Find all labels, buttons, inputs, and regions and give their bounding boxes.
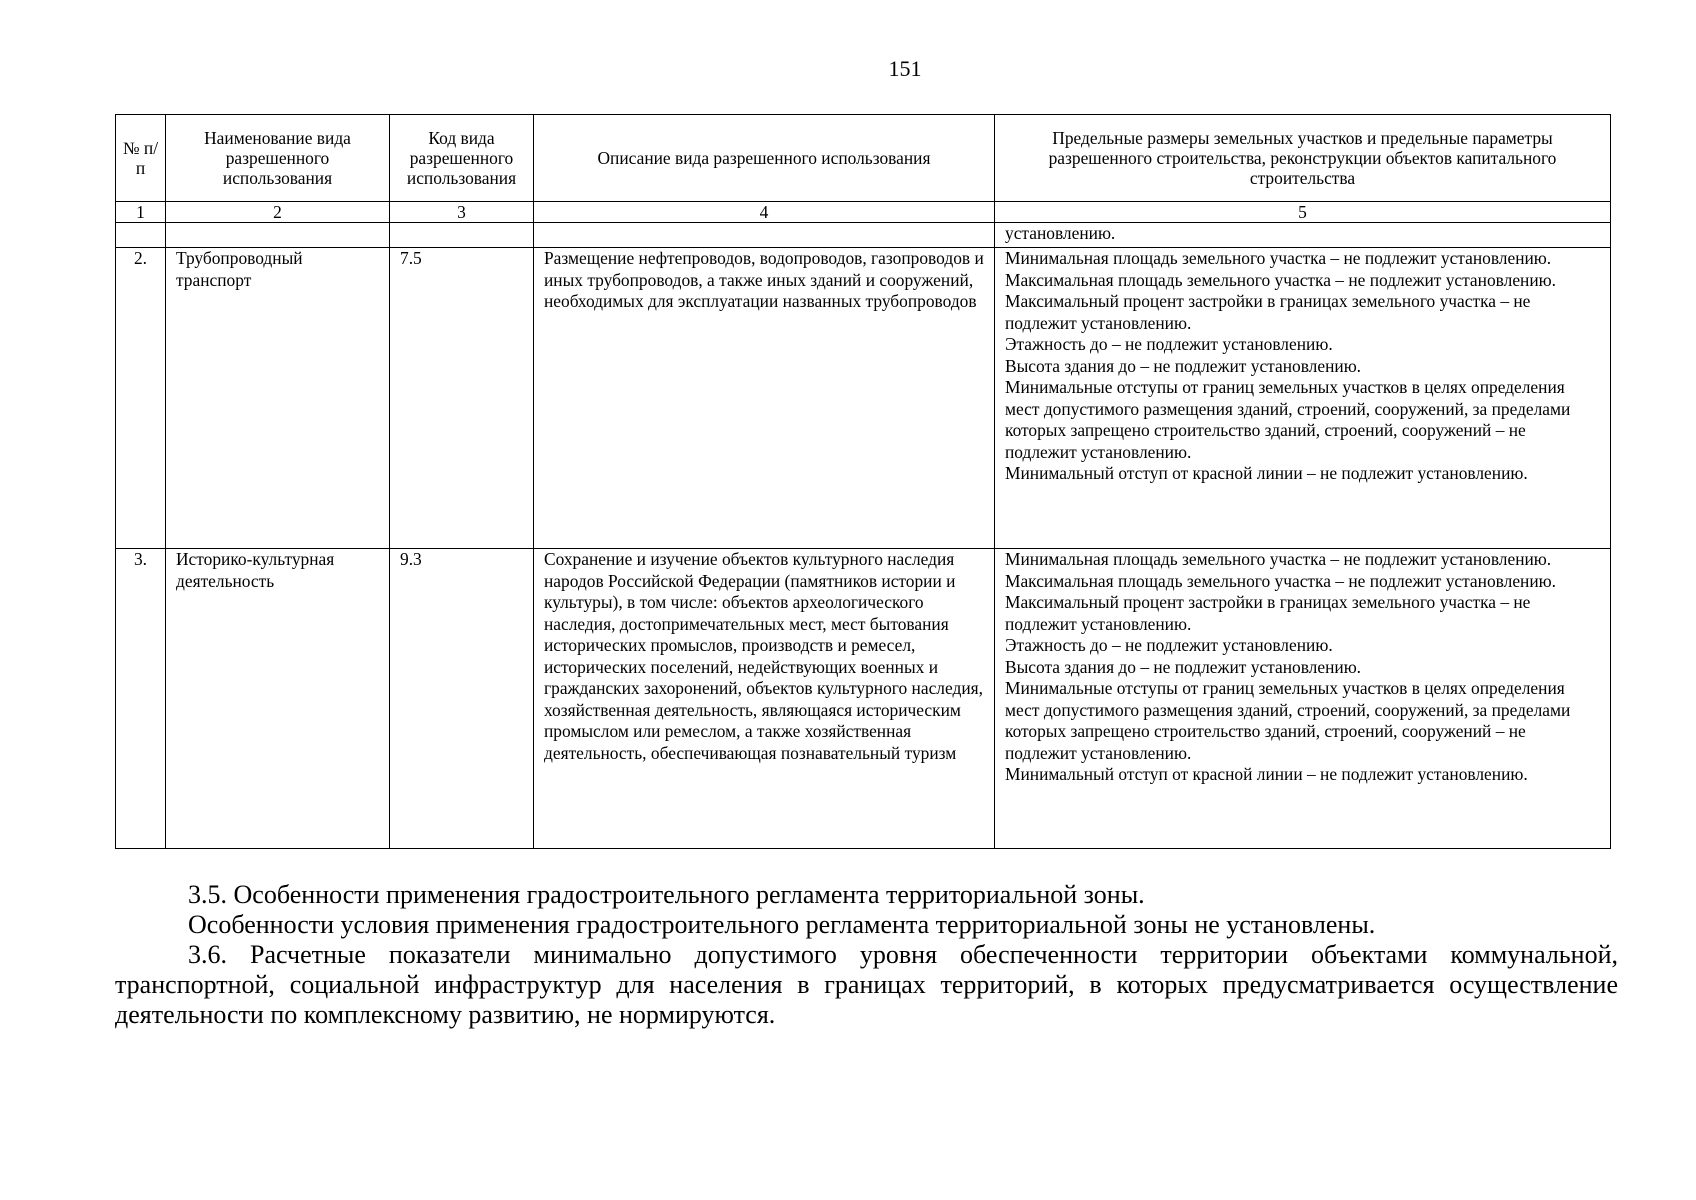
column-number-row	[116, 202, 1611, 223]
use-name: Трубопроводный транспорт	[166, 248, 390, 549]
parameter-line: Этажность до – не подлежит установлению.	[1005, 635, 1333, 655]
row-number: 3.	[116, 549, 166, 849]
use-description: Сохранение и изучение объектов культурного наследия народов Российской Федерации (памятников истории и культуры), в том числе: объектов археологического наследия, достопримечательных мест, мест бытования исторических промыслов, производств и ремесел, исторических поселений, недействующих военных и гражданских захоронений, объектов культурного наследия, хозяйственная деятельность, являющаяся историческим промыслом или ремеслом, а также хозяйственная деятельность, обеспечивающая познавательный туризм	[534, 549, 995, 849]
parameter-line: Минимальный отступ от красной линии – не подлежит установлению.	[1005, 463, 1528, 483]
parameter-line: Максимальная площадь земельного участка – не подлежит установлению.	[1005, 570, 1556, 591]
use-code: 9.3	[390, 549, 534, 849]
parameter-line: Минимальная площадь земельного участка – не подлежит установлению.	[1005, 549, 1552, 569]
header-number: № п/п	[116, 115, 166, 202]
column-number: 3	[390, 202, 534, 223]
use-parameters	[995, 549, 1611, 849]
parameter-line: Минимальные отступы от границ земельных участков в целях определения мест допустимого размещения зданий, строений, сооружений, за пределами которых запрещено строительство зданий, строений, сооружений – не подлежит установлению.	[1005, 377, 1571, 462]
parameter-line: Минимальные отступы от границ земельных участков в целях определения мест допустимого размещения зданий, строений, сооружений, за пределами которых запрещено строительство зданий, строений, сооружений – не подлежит установлению.	[1005, 678, 1571, 763]
continuation-text: установлению.	[995, 223, 1611, 248]
use-name: Историко-культурная деятельность	[166, 549, 390, 849]
column-number: 1	[116, 202, 166, 223]
parameter-line: Максимальный процент застройки в границах земельного участка – не подлежит установлению.	[1005, 592, 1531, 634]
parameter-line: Этажность до – не подлежит установлению.	[1005, 334, 1333, 354]
parameter-line: Максимальный процент застройки в границах земельного участка – не подлежит установлению.	[1005, 291, 1531, 333]
table-header-row	[116, 115, 1611, 202]
continuation-row	[116, 223, 1611, 248]
paragraph-3-6: 3.6. Расчетные показатели минимально допустимого уровня обеспеченности территории объектами коммунальной, транспортной, социальной инфраструктур для населения в границах территорий, в которых предусматривается осуществление деятельности по комплексному развитию, не нормируются.	[115, 940, 1618, 1029]
parameter-line: Высота здания до – не подлежит установлению.	[1005, 656, 1362, 677]
table-row	[116, 248, 1611, 549]
column-number: 4	[534, 202, 995, 223]
parameter-line: Минимальный отступ от красной линии – не подлежит установлению.	[1005, 764, 1528, 784]
table-row	[116, 549, 1611, 849]
header-parameters: Предельные размеры земельных участков и предельные параметры разрешенного строительства, реконструкции объектов капитального строительства	[995, 115, 1611, 202]
use-description: Размещение нефтепроводов, водопроводов, газопроводов и иных трубопроводов, а также иных зданий и сооружений, необходимых для эксплуатации названных трубопроводов	[534, 248, 995, 549]
column-number: 5	[995, 202, 1611, 223]
use-code: 7.5	[390, 248, 534, 549]
header-code: Код вида разрешенного использования	[390, 115, 534, 202]
use-parameters	[995, 248, 1611, 549]
parameter-line: Минимальная площадь земельного участка – не подлежит установлению.	[1005, 248, 1552, 268]
row-number: 2.	[116, 248, 166, 549]
parameter-line: Высота здания до – не подлежит установлению.	[1005, 355, 1362, 376]
paragraph-conditions: Особенности условия применения градостроительного регламента территориальной зоны не установлены.	[188, 910, 1376, 939]
header-description: Описание вида разрешенного использования	[534, 115, 995, 202]
regulation-table	[115, 114, 1611, 849]
body-text	[115, 880, 1618, 1030]
parameter-line: Максимальная площадь земельного участка – не подлежит установлению.	[1005, 269, 1556, 290]
page-number: 151	[888, 56, 922, 81]
paragraph-3-5-heading: 3.5. Особенности применения градостроительного регламента территориальной зоны.	[188, 880, 1145, 909]
header-name: Наименование вида разрешенного использования	[166, 115, 390, 202]
column-number: 2	[166, 202, 390, 223]
